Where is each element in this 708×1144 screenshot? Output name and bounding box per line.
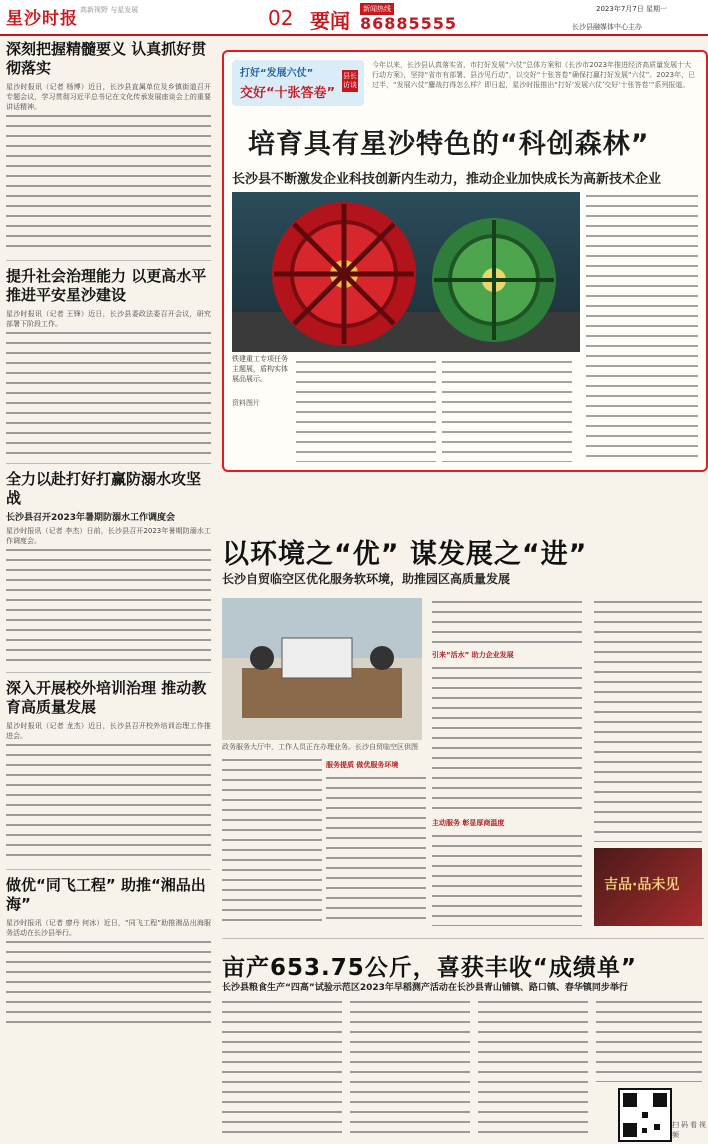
feature-body-col1 [296,358,436,462]
article-lead: 星沙时报讯（记者 廖丹 何冰）近日，“同飞工程”助推湘品出海服务活动在长沙县举行。 [6,919,211,937]
banner-line-1: 打好“发展六仗” [240,68,314,79]
tunnel-boring-machine-image [232,192,580,352]
article2-body-col1 [222,756,322,926]
article-title: 提升社会治理能力 以更高水平推进平安星沙建设 [6,267,207,304]
qr-code[interactable] [618,1088,672,1142]
article-lead: 星沙时报讯（记者 王锋）近日，长沙县委政法委召开会议，研究部署下阶段工作。 [6,310,211,328]
article-lead: 星沙时报讯（记者 杨博）近日，长沙县直属单位及乡镇街道召开专题会议，学习贯彻习近平总书记在文化传承发展座谈会上的重要讲话精神。 [6,83,211,111]
article-title: 深入开展校外培训治理 推动教育高质量发展 [6,679,207,716]
divider [6,869,211,870]
article2-subhead-3: 主动服务 彰显厚商温度 [432,819,505,827]
issue-date: 2023年7月7日 星期一 [596,5,667,13]
article2-subhead-2: 引来“活水” 助力企业发展 [432,651,514,659]
ad-text: 吉品·品未见 [604,877,680,893]
article-body-text [6,112,211,254]
article2-body-col3c [432,832,582,926]
article-body-text [6,938,211,1028]
article-left-5 [6,876,211,1028]
article2-headline: 以环境之“优” 谋发展之“进” [222,539,588,570]
feature-body-col3 [586,192,698,462]
article-body-text [6,741,211,863]
article-subtitle: 长沙县召开2023年暑期防溺水工作调度会 [6,513,176,523]
feature-body-col2 [442,358,572,462]
article2-photo [222,598,422,740]
hotline-number: 86885555 [360,14,458,33]
article2-body-col2 [326,774,426,926]
article2-body-col4 [594,598,702,842]
qr-code-icon [620,1090,670,1140]
divider [6,260,211,261]
article-title: 深刻把握精髓要义 认真抓好贯彻落实 [6,40,207,77]
article-lead: 星沙时报讯（记者 李杰）日前，长沙县召开2023年暑期防溺水工作调度会。 [6,527,211,545]
article3-body-col4 [596,998,702,1082]
article-left-3 [6,470,211,666]
article-title: 全力以赴打好打赢防溺水攻坚战 [6,470,202,507]
article3-headline: 亩产653.75公斤，喜获丰收“成绩单” [222,955,637,981]
left-column [6,40,211,1028]
page-number: 02 [268,6,294,30]
service-hall-image [222,598,422,740]
qr-label: 扫码看视频 [672,1121,706,1139]
photo-credit: 资料图片 [232,399,260,407]
article3-subheadline: 长沙县粮食生产“四高”试验示范区2023年早稻测产活动在长沙县青山铺镇、路口镇、春华镇同步举行 [222,983,628,993]
masthead [0,0,708,36]
feature-headline: 培育具有星沙特色的“科创森林” [248,129,650,160]
advertisement [594,848,702,926]
logo-subtitle: 高新视野 与星发展 [80,6,139,14]
banner-tag: 县长访谈 [342,70,358,92]
feature-photo [232,192,580,352]
feature-article-box [222,50,708,472]
series-intro: 今年以来，长沙县认真落实省、市打好发展“六仗”总体方案和《长沙市2023年推进经济高质量发展十大行动方案》，坚持“省市有部署、县沙见行动”，以交好“十张答卷”确保打赢打好发展“六仗”。2023年，已过半，“发展六仗”鏖战打得怎么样？即日起，星沙时报推出“打好‘发展六仗’交好‘十张答卷’”系列报道。 [372,61,696,89]
banner-line-2: 交好“十张答卷” [240,86,336,101]
article3-body-col2 [350,998,470,1138]
divider [222,938,704,939]
article2-body-col3b [432,664,582,814]
article-left-2 [6,267,211,457]
newspaper-logo: 星沙时报 [6,9,78,29]
divider [6,463,211,464]
article-title: 做优“同飞工程” 助推“湘品出海” [6,876,206,913]
publisher: 长沙县融媒体中心主办 [572,23,642,31]
article-lead: 星沙时报讯（记者 龙杰）近日，长沙县召开校外培训治理工作推进会。 [6,722,211,740]
article2-subhead-1: 服务提质 做优服务环境 [326,761,399,769]
article-body-text [6,329,211,457]
hotline-label: 新闻热线 [360,3,394,15]
article2-subheadline: 长沙自贸临空区优化服务软环境，助推园区高质量发展 [222,572,511,586]
section-title: 要闻 [310,9,350,33]
article2-body-col3a [432,598,582,646]
article3-body-col1 [222,998,342,1138]
article3-body-col3 [478,998,588,1138]
divider [6,672,211,673]
photo-caption: 铁建重工专项任务主题展，盾构实体展品展示。 [232,355,288,383]
article-body-text [6,546,211,666]
feature-subheadline: 长沙县不断激发企业科技创新内生动力，推动企业加快成长为高新技术企业 [232,172,662,187]
series-banner [232,60,364,106]
article2-photo-caption: 政务服务大厅中，工作人员正在办理业务。长沙自贸临空区供图 [222,743,418,751]
article-left-1 [6,40,211,254]
article-left-4 [6,679,211,863]
